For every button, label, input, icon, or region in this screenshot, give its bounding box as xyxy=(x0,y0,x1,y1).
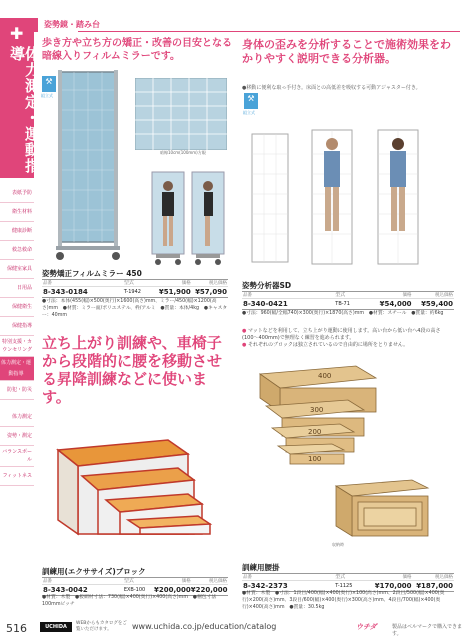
col-price-tax-header: 税込価格 xyxy=(434,293,453,298)
col-model-header: 型式 xyxy=(335,574,346,580)
sidebar-item[interactable]: 表紙予防 xyxy=(0,184,34,203)
spec-table-header xyxy=(42,578,228,585)
product-price: ¥51,900 xyxy=(158,288,191,296)
analyzer-headline: 身体の歪みを分析することで施術効果をわかりやすく説明できる分析器。 xyxy=(242,38,451,65)
training-stool-illustration xyxy=(252,364,378,466)
product-price-tax: ¥59,400 xyxy=(421,300,453,308)
product-price-tax: ¥220,000 xyxy=(190,586,228,594)
analyzer-spec-details: ●寸法：960(幅/全幅740)×300(奥行)×1870(高さ)mm ●材質：スチール ●質量：約6kg xyxy=(242,311,444,316)
bellmark-note: 製品はベルマークで購入できます。 xyxy=(392,624,462,637)
sidebar-subitem[interactable]: バランスボール xyxy=(0,446,34,467)
block-label: 100 xyxy=(308,455,322,463)
assembly-mark-label: 組立式 xyxy=(41,93,53,98)
sidebar-category-title: 体力測定・運動指導 xyxy=(8,46,41,174)
section-title: 姿勢鏡・踏み台 xyxy=(44,20,100,29)
header-rule xyxy=(78,18,460,32)
mirror-front-illustration xyxy=(46,70,130,264)
mirror-product-name: 姿勢矯正フィルムミラー 450 xyxy=(42,269,142,278)
mirror-person-side xyxy=(190,170,226,266)
assembly-mark-label: 組立式 xyxy=(243,110,255,115)
page-footer xyxy=(0,610,462,644)
mirror-headline: 歩き方や立ち方の矯正・改善の目安となる暗線入りフィルムミラーです。 xyxy=(42,38,232,62)
assembly-mark-icon: ⚒ xyxy=(42,76,56,92)
sidebar-item-active[interactable]: 体力測定・運動指導 xyxy=(0,357,34,381)
uchida-logo: UCHIDA xyxy=(40,622,72,632)
col-price-header: 価格 xyxy=(402,575,412,580)
col-code-header: 品番 xyxy=(43,579,52,584)
block-label: 400 xyxy=(318,372,332,380)
product-code: 8-343-0042 xyxy=(43,586,88,594)
steps-headline: 立ち上がり訓練や、車椅子から段階的に腰を移動させる昇降訓練などに使います。 xyxy=(42,334,223,406)
sidebar-item[interactable]: 特別支援・カウンセリング xyxy=(0,336,34,357)
col-price-tax-header: 税込価格 xyxy=(434,575,453,580)
col-code-header: 品番 xyxy=(243,293,252,298)
product-model: T-1125 xyxy=(335,583,353,589)
analyzer-illustration xyxy=(244,124,454,270)
col-price-header: 価格 xyxy=(402,293,412,298)
mirror-spec-table xyxy=(42,279,228,298)
header-accent-bar xyxy=(34,18,38,32)
table-row xyxy=(42,287,228,297)
sidebar-subitem[interactable]: 姿勢・測定 xyxy=(0,427,34,446)
col-model-header: 型式 xyxy=(123,280,134,286)
sidebar-item[interactable]: 衛生材料 xyxy=(0,203,34,222)
col-model-header: 型式 xyxy=(123,578,134,584)
section-header xyxy=(34,18,462,32)
sidebar xyxy=(0,0,41,644)
block-label: 200 xyxy=(308,428,322,436)
col-code-header: 品番 xyxy=(243,575,252,580)
product-model: EXB-100 xyxy=(123,587,146,593)
product-model: TB-71 xyxy=(335,301,350,307)
sidebar-item[interactable]: 救急救命 xyxy=(0,241,34,260)
sidebar-item[interactable]: 防犯・防災 xyxy=(0,381,34,400)
sidebar-item[interactable]: 保健衛生 xyxy=(0,298,34,317)
col-code-header: 品番 xyxy=(43,281,52,286)
stool-spec-details: ●材質：木製 ●寸法：1段目/400(幅)×400(奥行)×100(高さ)mm、2段目/500(幅)×400(奥行)×200(高さ)mm、3段目/600(幅)×400(奥行)×300(高さ)mm、4段目/700(幅)×400(奥行)×400(高さ)mm ●質量：30.5kg xyxy=(242,591,445,610)
sidebar-item[interactable]: 保健室家具 xyxy=(0,260,34,279)
col-price-header: 価格 xyxy=(181,579,191,584)
block-label: 300 xyxy=(310,406,324,414)
sidebar-subitem[interactable]: 体力測定 xyxy=(0,408,34,427)
col-price-header: 価格 xyxy=(181,281,191,286)
product-code: 8-340-0421 xyxy=(243,300,288,308)
plus-icon: ✚ xyxy=(10,24,24,43)
col-price-tax-header: 税込価格 xyxy=(208,579,227,584)
block-spec-details: ●材質：木製 ●板網材寸法：730(幅)×400(奥行)×400(高さ)mm ●梱包寸法100mmピッチ xyxy=(42,595,217,607)
product-code: 8-342-2373 xyxy=(243,582,288,590)
spec-table-header xyxy=(42,280,228,287)
sidebar-subitem[interactable]: フィットネス xyxy=(0,467,34,486)
sidebar-category-header xyxy=(0,18,41,178)
steps-bullets xyxy=(242,328,454,349)
storage-caption: 収納時 xyxy=(332,542,344,547)
mirror-spec-details: ●寸法：本体(455(幅)×500(奥行)×1600(高さ)mm、ミラー/450(幅)×1200(高さ)mm ●材質：ミラー面/ポリエステル、枠/アルミ ●質量：本体/4kg ●キャスター：40mm xyxy=(42,299,228,318)
table-row xyxy=(242,299,454,309)
sidebar-item[interactable]: 健康診断 xyxy=(0,222,34,241)
col-price-tax-header: 税込価格 xyxy=(208,281,227,286)
assembly-mark-icon: ⚒ xyxy=(244,93,258,109)
product-code: 8-343-0184 xyxy=(43,288,88,296)
grid-caption: 暗線10cm(100mm)方眼 xyxy=(160,150,206,155)
col-model-header: 型式 xyxy=(335,292,346,298)
sidebar-item[interactable]: 保健指導 xyxy=(0,317,34,336)
footer-web-note: WEBからもカタログをご覧いただけます。 xyxy=(76,621,127,632)
bullet-item: ● それぞれのブロックは独立されているので自由的に場所をとりません。 xyxy=(242,342,454,349)
product-price: ¥54,000 xyxy=(379,300,412,308)
mirror-person-front xyxy=(150,170,186,266)
bullet-item: ● マットなどを利用して、立ち上がり運動に使用します。高い台から低い台へ4段の高さ(100〜400mm)で無理なく練習を進められます。 xyxy=(242,328,454,342)
mirror-grid-detail xyxy=(135,78,227,150)
maker-logo: ウチダ xyxy=(356,623,377,631)
analyzer-product-name: 姿勢分析器SD xyxy=(242,281,292,290)
analyzer-note: ●移動に便利な取っ手付き。床面との高低差を吸収する可動アジャスター付き。 xyxy=(242,85,421,91)
product-price-tax: ¥57,090 xyxy=(195,288,227,296)
analyzer-spec-table xyxy=(242,291,454,310)
product-price-tax: ¥187,000 xyxy=(416,582,453,590)
product-price: ¥200,000 xyxy=(154,586,191,594)
exercise-block-illustration xyxy=(48,424,228,536)
stool-stored-illustration xyxy=(332,478,432,540)
catalog-url-link[interactable]: www.uchida.co.jp/education/catalog xyxy=(132,622,277,631)
page-number: 516 xyxy=(6,622,27,635)
sidebar-nav xyxy=(0,184,34,486)
product-model: T-1942 xyxy=(123,289,141,295)
block-product-name: 訓練用(エクササイズ)ブロック xyxy=(42,567,146,576)
stool-product-name: 訓練用腰掛 xyxy=(242,563,280,572)
spec-table-header xyxy=(242,292,454,299)
product-price: ¥170,000 xyxy=(374,582,412,590)
spec-table-header xyxy=(242,574,454,581)
sidebar-item[interactable]: 日用品 xyxy=(0,279,34,298)
